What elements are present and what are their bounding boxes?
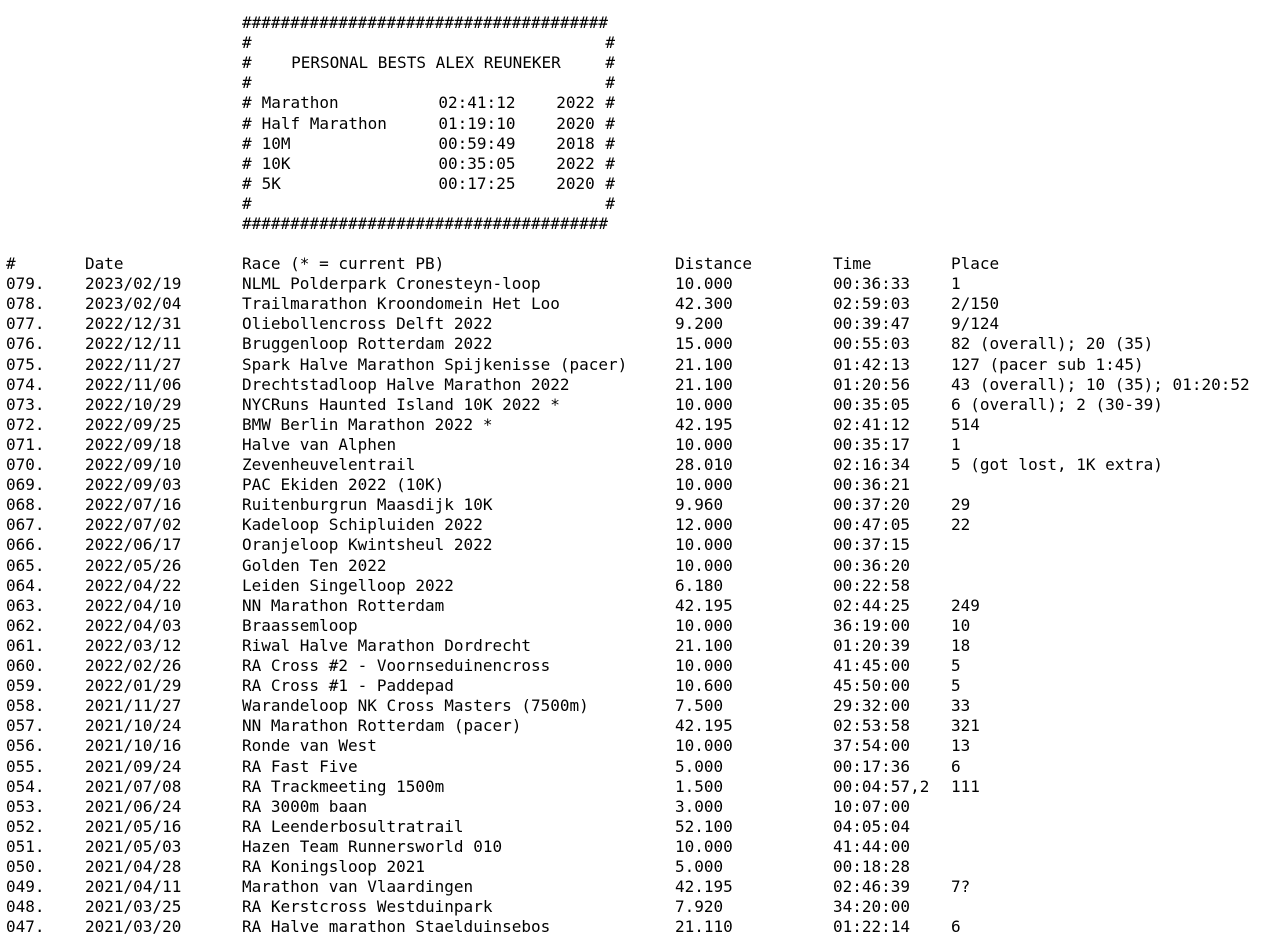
race-time: 00:22:58 bbox=[833, 575, 911, 595]
row-number: 060. bbox=[6, 656, 45, 675]
row-number: 058. bbox=[6, 696, 45, 716]
race-time: 02:59:03 bbox=[833, 294, 911, 314]
race-time: 00:04:57,2 bbox=[833, 776, 930, 796]
race-name: Drechtstadloop Halve Marathon 2022 bbox=[242, 374, 570, 394]
race-name: NN Marathon Rotterdam bbox=[242, 595, 445, 615]
race-time: 00:55:03 bbox=[833, 334, 911, 354]
row-number: 079. bbox=[6, 274, 45, 294]
pb-year: 2022 bbox=[556, 153, 595, 173]
race-name: Riwal Halve Marathon Dordrecht bbox=[242, 635, 531, 655]
row-number: 075. bbox=[6, 354, 45, 374]
race-time: 36:19:00 bbox=[833, 615, 911, 635]
race-date: 2022/11/27 bbox=[85, 354, 182, 374]
col-header-number: # bbox=[6, 254, 16, 273]
row-number: 050. bbox=[6, 857, 45, 876]
race-time: 37:54:00 bbox=[833, 736, 911, 756]
row-number: 072. bbox=[6, 414, 45, 434]
race-distance: 42.195 bbox=[675, 877, 733, 897]
pb-time: 00:35:05 bbox=[438, 153, 516, 173]
row-number: 052. bbox=[6, 816, 45, 836]
row-number: 071. bbox=[6, 434, 45, 454]
race-name: RA Halve marathon Staelduinsebos bbox=[242, 917, 551, 937]
race-time: 01:20:39 bbox=[833, 635, 911, 655]
col-header-distance: Distance bbox=[675, 254, 753, 273]
race-distance: 5.000 bbox=[675, 756, 724, 776]
race-time: 45:50:00 bbox=[833, 676, 911, 696]
race-date: 2021/10/16 bbox=[85, 736, 182, 756]
row-number: 063. bbox=[6, 595, 45, 615]
race-name: Ruitenburgrun Maasdijk 10K bbox=[242, 495, 493, 515]
race-date: 2022/07/16 bbox=[85, 495, 182, 515]
box-edge-left: # bbox=[242, 133, 252, 153]
race-date: 2022/12/11 bbox=[85, 334, 182, 354]
race-name: RA Trackmeeting 1500m bbox=[242, 776, 445, 796]
pb-time: 00:17:25 bbox=[438, 173, 516, 193]
row-number: 051. bbox=[6, 836, 45, 856]
race-name: Bruggenloop Rotterdam 2022 bbox=[242, 334, 493, 354]
row-number: 062. bbox=[6, 615, 45, 635]
race-date: 2022/09/18 bbox=[85, 434, 182, 454]
row-number: 054. bbox=[6, 776, 45, 796]
race-name: Oliebollencross Delft 2022 bbox=[242, 314, 493, 334]
race-time: 00:39:47 bbox=[833, 314, 911, 334]
race-date: 2021/10/24 bbox=[85, 716, 182, 736]
race-distance: 10.000 bbox=[675, 274, 733, 294]
race-date: 2022/10/29 bbox=[85, 394, 182, 414]
race-time: 02:41:12 bbox=[833, 414, 911, 434]
race-place: 22 bbox=[951, 515, 971, 535]
box-edge-left: # bbox=[242, 173, 252, 193]
box-edge-right: # bbox=[605, 173, 615, 193]
pb-event: 10M bbox=[261, 133, 291, 153]
row-number: 076. bbox=[6, 334, 45, 354]
race-name: Halve van Alphen bbox=[242, 434, 397, 454]
race-name: Kadeloop Schipluiden 2022 bbox=[242, 515, 483, 535]
race-time: 02:46:39 bbox=[833, 877, 911, 897]
box-edge-right: # bbox=[605, 33, 615, 53]
row-number: 074. bbox=[6, 374, 45, 394]
race-time: 00:47:05 bbox=[833, 515, 911, 535]
race-distance: 7.500 bbox=[675, 696, 724, 716]
box-edge-left: # bbox=[242, 153, 252, 173]
race-place: 514 bbox=[951, 414, 980, 434]
race-name: RA Cross #2 - Voornseduinencross bbox=[242, 656, 551, 675]
race-name: NLML Polderpark Cronesteyn-loop bbox=[242, 274, 541, 294]
race-date: 2021/03/25 bbox=[85, 897, 182, 917]
race-name: RA Koningsloop 2021 bbox=[242, 857, 426, 876]
race-distance: 6.180 bbox=[675, 575, 724, 595]
race-date: 2021/03/20 bbox=[85, 917, 182, 937]
box-border-bottom-text: ###################################### bbox=[242, 214, 609, 233]
col-header-place: Place bbox=[951, 254, 1000, 273]
row-number: 078. bbox=[6, 294, 45, 314]
race-name: Warandeloop NK Cross Masters (7500m) bbox=[242, 696, 589, 716]
race-distance: 42.195 bbox=[675, 595, 733, 615]
race-date: 2021/06/24 bbox=[85, 796, 182, 816]
race-distance: 10.000 bbox=[675, 736, 733, 756]
race-place: 111 bbox=[951, 776, 980, 796]
race-name: Marathon van Vlaardingen bbox=[242, 877, 474, 897]
race-distance: 21.110 bbox=[675, 917, 733, 937]
race-place: 6 bbox=[951, 756, 961, 776]
race-distance: 10.000 bbox=[675, 836, 733, 856]
race-time: 00:36:33 bbox=[833, 274, 911, 294]
race-time: 10:07:00 bbox=[833, 796, 911, 816]
race-time: 41:44:00 bbox=[833, 836, 911, 856]
race-place: 5 (got lost, 1K extra) bbox=[951, 455, 1163, 474]
race-name: PAC Ekiden 2022 (10K) bbox=[242, 475, 445, 495]
race-distance: 10.000 bbox=[675, 394, 733, 414]
race-date: 2022/02/26 bbox=[85, 656, 182, 675]
race-distance: 52.100 bbox=[675, 816, 733, 836]
row-number: 049. bbox=[6, 877, 45, 897]
race-date: 2021/04/11 bbox=[85, 877, 182, 897]
race-date: 2021/11/27 bbox=[85, 696, 182, 716]
row-number: 070. bbox=[6, 455, 45, 474]
race-date: 2022/09/10 bbox=[85, 455, 182, 474]
race-name: Zevenheuvelentrail bbox=[242, 455, 416, 474]
race-date: 2022/09/25 bbox=[85, 414, 182, 434]
pb-year: 2020 bbox=[556, 113, 595, 133]
race-place: 82 (overall); 20 (35) bbox=[951, 334, 1154, 354]
race-place: 1 bbox=[951, 274, 961, 294]
pb-time: 01:19:10 bbox=[438, 113, 516, 133]
race-time: 00:35:17 bbox=[833, 434, 911, 454]
box-edge-left: # bbox=[242, 73, 252, 93]
row-number: 053. bbox=[6, 796, 45, 816]
race-name: BMW Berlin Marathon 2022 * bbox=[242, 414, 493, 434]
pb-time: 02:41:12 bbox=[438, 93, 516, 113]
pb-event: Marathon bbox=[261, 93, 339, 113]
race-distance: 10.000 bbox=[675, 535, 733, 555]
pb-year: 2020 bbox=[556, 173, 595, 193]
row-number: 057. bbox=[6, 716, 45, 736]
race-place: 1 bbox=[951, 434, 961, 454]
row-number: 055. bbox=[6, 756, 45, 776]
race-date: 2022/06/17 bbox=[85, 535, 182, 555]
race-name: Leiden Singelloop 2022 bbox=[242, 575, 454, 595]
box-border-top-text: ###################################### bbox=[242, 13, 609, 32]
race-distance: 5.000 bbox=[675, 857, 724, 876]
race-place: 5 bbox=[951, 656, 961, 675]
race-name: Golden Ten 2022 bbox=[242, 555, 387, 575]
race-distance: 10.000 bbox=[675, 555, 733, 575]
race-distance: 21.100 bbox=[675, 635, 733, 655]
pb-event: 10K bbox=[261, 153, 291, 173]
race-time: 04:05:04 bbox=[833, 816, 911, 836]
box-edge-left: # bbox=[242, 93, 252, 113]
row-number: 064. bbox=[6, 575, 45, 595]
race-distance: 21.100 bbox=[675, 374, 733, 394]
pb-year: 2022 bbox=[556, 93, 595, 113]
race-date: 2022/05/26 bbox=[85, 555, 182, 575]
pb-time: 00:59:49 bbox=[438, 133, 516, 153]
race-place: 13 bbox=[951, 736, 971, 756]
race-time: 02:16:34 bbox=[833, 455, 911, 474]
race-distance: 28.010 bbox=[675, 455, 733, 474]
race-name: Braassemloop bbox=[242, 615, 358, 635]
race-time: 29:32:00 bbox=[833, 696, 911, 716]
pb-event: 5K bbox=[261, 173, 281, 193]
race-name: Trailmarathon Kroondomein Het Loo bbox=[242, 294, 560, 314]
race-name: RA Kerstcross Westduinpark bbox=[242, 897, 493, 917]
race-place: 18 bbox=[951, 635, 971, 655]
race-place: 43 (overall); 10 (35); 01:20:52 bbox=[951, 374, 1250, 394]
race-distance: 21.100 bbox=[675, 354, 733, 374]
race-distance: 42.300 bbox=[675, 294, 733, 314]
race-distance: 10.000 bbox=[675, 434, 733, 454]
col-header-time: Time bbox=[833, 254, 872, 273]
race-date: 2022/04/03 bbox=[85, 615, 182, 635]
row-number: 066. bbox=[6, 535, 45, 555]
race-name: Spark Halve Marathon Spijkenisse (pacer) bbox=[242, 354, 628, 374]
box-edge-right: # bbox=[605, 153, 615, 173]
row-number: 068. bbox=[6, 495, 45, 515]
race-date: 2022/01/29 bbox=[85, 676, 182, 696]
box-edge-right: # bbox=[605, 193, 615, 213]
race-date: 2022/03/12 bbox=[85, 635, 182, 655]
race-place: 10 bbox=[951, 615, 971, 635]
race-place: 29 bbox=[951, 495, 971, 515]
race-name: NYCRuns Haunted Island 10K 2022 * bbox=[242, 394, 560, 414]
race-distance: 10.000 bbox=[675, 475, 733, 495]
race-date: 2021/05/03 bbox=[85, 836, 182, 856]
pb-event: Half Marathon bbox=[261, 113, 387, 133]
race-place: 7? bbox=[951, 877, 971, 897]
race-time: 00:36:20 bbox=[833, 555, 911, 575]
race-name: RA Leenderbosultratrail bbox=[242, 816, 464, 836]
box-edge-right: # bbox=[605, 93, 615, 113]
race-place: 2/150 bbox=[951, 294, 1000, 314]
race-name: RA Fast Five bbox=[242, 756, 358, 776]
race-date: 2021/04/28 bbox=[85, 857, 182, 876]
col-header-date: Date bbox=[85, 254, 124, 273]
race-date: 2021/07/08 bbox=[85, 776, 182, 796]
box-edge-right: # bbox=[605, 53, 615, 73]
race-distance: 10.000 bbox=[675, 615, 733, 635]
race-distance: 7.920 bbox=[675, 897, 724, 917]
race-name: NN Marathon Rotterdam (pacer) bbox=[242, 716, 522, 736]
race-distance: 10.600 bbox=[675, 676, 733, 696]
race-time: 01:22:14 bbox=[833, 917, 911, 937]
race-place: 6 (overall); 2 (30-39) bbox=[951, 394, 1163, 414]
box-edge-right: # bbox=[605, 73, 615, 93]
race-distance: 1.500 bbox=[675, 776, 724, 796]
race-time: 00:37:15 bbox=[833, 535, 911, 555]
pb-year: 2018 bbox=[556, 133, 595, 153]
race-distance: 9.200 bbox=[675, 314, 724, 334]
race-distance: 42.195 bbox=[675, 716, 733, 736]
row-number: 061. bbox=[6, 635, 45, 655]
race-distance: 9.960 bbox=[675, 495, 724, 515]
race-place: 9/124 bbox=[951, 314, 1000, 334]
race-time: 01:42:13 bbox=[833, 354, 911, 374]
race-place: 321 bbox=[951, 716, 980, 736]
race-name: Hazen Team Runnersworld 010 bbox=[242, 836, 503, 856]
race-time: 02:44:25 bbox=[833, 595, 911, 615]
race-time: 02:53:58 bbox=[833, 716, 911, 736]
race-place: 127 (pacer sub 1:45) bbox=[951, 354, 1144, 374]
race-date: 2022/04/22 bbox=[85, 575, 182, 595]
row-number: 047. bbox=[6, 917, 45, 937]
page-title: PERSONAL BESTS ALEX REUNEKER bbox=[291, 53, 561, 73]
race-place: 5 bbox=[951, 676, 961, 696]
box-edge-left: # bbox=[242, 193, 252, 213]
race-date: 2022/07/02 bbox=[85, 515, 182, 535]
row-number: 069. bbox=[6, 475, 45, 495]
race-time: 00:35:05 bbox=[833, 394, 911, 414]
race-place: 6 bbox=[951, 917, 961, 937]
race-time: 01:20:56 bbox=[833, 374, 911, 394]
race-date: 2021/09/24 bbox=[85, 756, 182, 776]
box-edge-left: # bbox=[242, 33, 252, 53]
race-name: RA Cross #1 - Paddepad bbox=[242, 676, 454, 696]
race-date: 2023/02/04 bbox=[85, 294, 182, 314]
race-date: 2022/11/06 bbox=[85, 374, 182, 394]
race-distance: 10.000 bbox=[675, 656, 733, 675]
row-number: 056. bbox=[6, 736, 45, 756]
race-name: Ronde van West bbox=[242, 736, 377, 756]
box-edge-right: # bbox=[605, 113, 615, 133]
row-number: 077. bbox=[6, 314, 45, 334]
race-date: 2022/09/03 bbox=[85, 475, 182, 495]
race-distance: 12.000 bbox=[675, 515, 733, 535]
race-distance: 42.195 bbox=[675, 414, 733, 434]
race-distance: 3.000 bbox=[675, 796, 724, 816]
row-number: 067. bbox=[6, 515, 45, 535]
box-edge-right: # bbox=[605, 133, 615, 153]
race-distance: 15.000 bbox=[675, 334, 733, 354]
row-number: 065. bbox=[6, 555, 45, 575]
race-time: 00:17:36 bbox=[833, 756, 911, 776]
row-number: 048. bbox=[6, 897, 45, 917]
race-time: 34:20:00 bbox=[833, 897, 911, 917]
race-date: 2021/05/16 bbox=[85, 816, 182, 836]
race-date: 2022/12/31 bbox=[85, 314, 182, 334]
box-edge-left: # bbox=[242, 53, 252, 73]
race-place: 249 bbox=[951, 595, 980, 615]
row-number: 059. bbox=[6, 676, 45, 696]
race-place: 33 bbox=[951, 696, 971, 716]
row-number: 073. bbox=[6, 394, 45, 414]
race-name: Oranjeloop Kwintsheul 2022 bbox=[242, 535, 493, 555]
race-time: 00:37:20 bbox=[833, 495, 911, 515]
race-time: 00:18:28 bbox=[833, 857, 911, 876]
race-name: RA 3000m baan bbox=[242, 796, 368, 816]
box-edge-left: # bbox=[242, 113, 252, 133]
race-date: 2022/04/10 bbox=[85, 595, 182, 615]
race-date: 2023/02/19 bbox=[85, 274, 182, 294]
col-header-race: Race (* = current PB) bbox=[242, 254, 445, 273]
race-time: 00:36:21 bbox=[833, 475, 911, 495]
race-time: 41:45:00 bbox=[833, 656, 911, 675]
